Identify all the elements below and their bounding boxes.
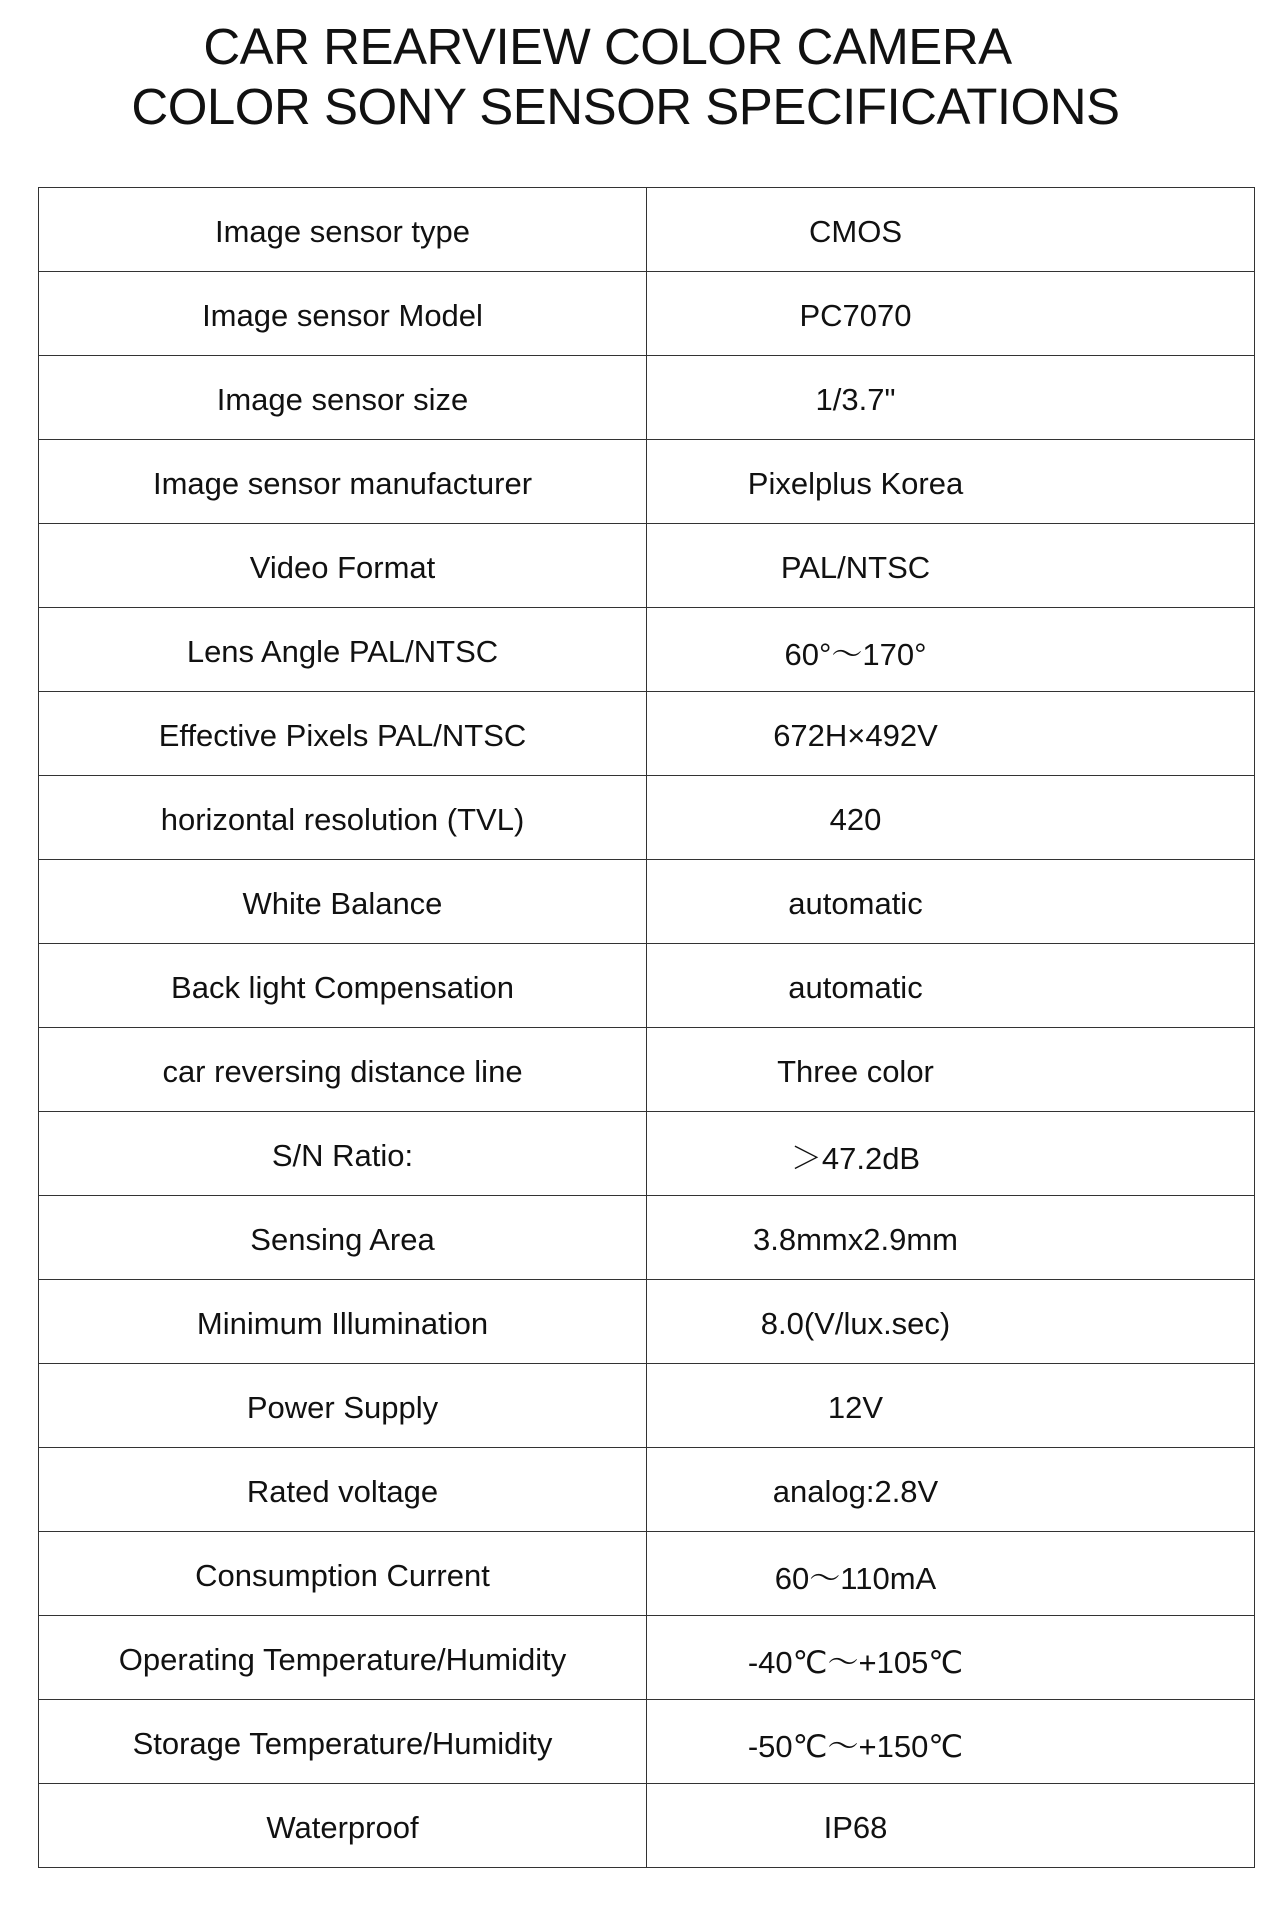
spec-label: Storage Temperature/Humidity: [39, 1700, 647, 1784]
spec-label: S/N Ratio:: [39, 1112, 647, 1196]
spec-value: Three color: [647, 1028, 1255, 1112]
spec-value: 8.0(V/lux.sec): [647, 1280, 1255, 1364]
spec-label: Rated voltage: [39, 1448, 647, 1532]
table-row: [39, 776, 1255, 860]
table-row: [39, 524, 1255, 608]
spec-value: IP68: [647, 1784, 1255, 1868]
spec-label: Effective Pixels PAL/NTSC: [39, 692, 647, 776]
spec-value: 12V: [647, 1364, 1255, 1448]
table-row: [39, 188, 1255, 272]
spec-value: ＞47.2dB: [647, 1112, 1255, 1196]
spec-label: Minimum Illumination: [39, 1280, 647, 1364]
table-row: [39, 272, 1255, 356]
spec-value: -50℃～+150℃: [647, 1700, 1255, 1784]
spec-value: 60～110mA: [647, 1532, 1255, 1616]
spec-label: Image sensor size: [39, 356, 647, 440]
spec-label: Consumption Current: [39, 1532, 647, 1616]
spec-label: Operating Temperature/Humidity: [39, 1616, 647, 1700]
table-row: [39, 1280, 1255, 1364]
spec-value: Pixelplus Korea: [647, 440, 1255, 524]
page-title-line-1: CAR REARVIEW COLOR CAMERA: [203, 18, 1012, 75]
spec-value: 60°～170°: [647, 608, 1255, 692]
spec-label: Image sensor manufacturer: [39, 440, 647, 524]
spec-value: automatic: [647, 860, 1255, 944]
spec-label: Power Supply: [39, 1364, 647, 1448]
spec-value: 420: [647, 776, 1255, 860]
spec-label: Image sensor Model: [39, 272, 647, 356]
table-row: [39, 944, 1255, 1028]
table-row: [39, 860, 1255, 944]
table-row: [39, 1532, 1255, 1616]
table-row: [39, 692, 1255, 776]
spec-label: car reversing distance line: [39, 1028, 647, 1112]
table-row: [39, 1784, 1255, 1868]
table-row: [39, 1700, 1255, 1784]
table-row: [39, 1112, 1255, 1196]
spec-label: horizontal resolution (TVL): [39, 776, 647, 860]
table-row: [39, 1448, 1255, 1532]
spec-label: Lens Angle PAL/NTSC: [39, 608, 647, 692]
spec-label: Back light Compensation: [39, 944, 647, 1028]
table-row: [39, 1196, 1255, 1280]
spec-value: PC7070: [647, 272, 1255, 356]
spec-label: Waterproof: [39, 1784, 647, 1868]
spec-value: PAL/NTSC: [647, 524, 1255, 608]
spec-value: 3.8mmx2.9mm: [647, 1196, 1255, 1280]
spec-label: White Balance: [39, 860, 647, 944]
spec-value: automatic: [647, 944, 1255, 1028]
spec-label: Image sensor type: [39, 188, 647, 272]
spec-value: 672H×492V: [647, 692, 1255, 776]
table-row: [39, 1616, 1255, 1700]
spec-value: -40℃～+105℃: [647, 1616, 1255, 1700]
table-row: [39, 1364, 1255, 1448]
spec-label: Video Format: [39, 524, 647, 608]
table-row: [39, 1028, 1255, 1112]
specifications-table: [38, 187, 1255, 1868]
spec-value: CMOS: [647, 188, 1255, 272]
spec-label: Sensing Area: [39, 1196, 647, 1280]
table-row: [39, 440, 1255, 524]
table-row: [39, 356, 1255, 440]
spec-value: analog:2.8V: [647, 1448, 1255, 1532]
table-row: [39, 608, 1255, 692]
spec-value: 1/3.7": [647, 356, 1255, 440]
page-title-line-2: COLOR SONY SENSOR SPECIFICATIONS: [131, 78, 1120, 135]
